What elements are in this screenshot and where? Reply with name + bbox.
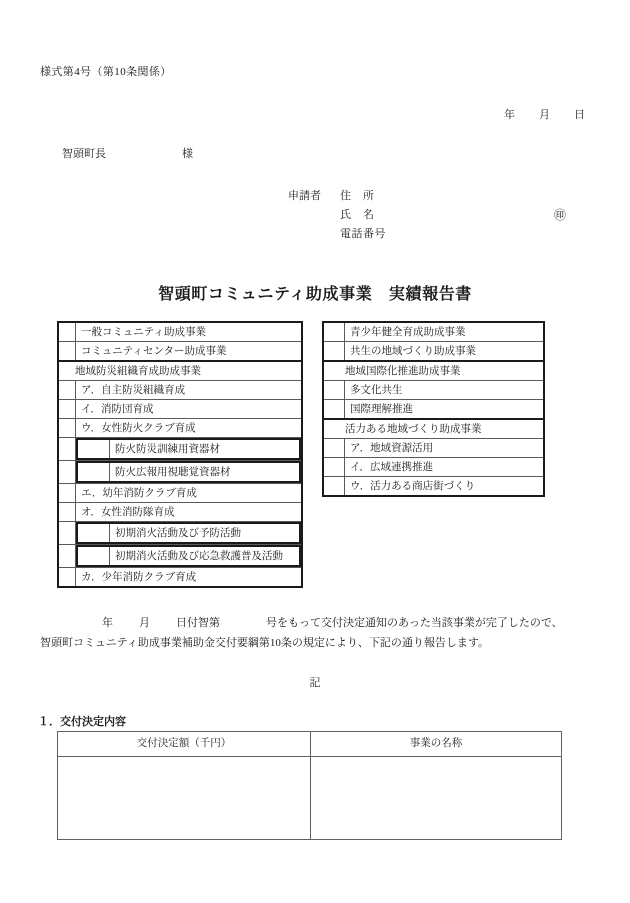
category-table-right — [322, 321, 545, 497]
date-line — [0, 106, 585, 122]
section-1-title: １．交付決定内容 — [38, 716, 126, 728]
date-day-label: 日 — [574, 109, 585, 121]
category-indent-cell — [77, 439, 110, 459]
category-item-label: コミュニティセンター助成事業 — [76, 342, 303, 362]
category-checkbox-cell[interactable] — [323, 322, 345, 342]
category-row — [323, 458, 544, 477]
category-checkbox-cell[interactable] — [58, 484, 76, 503]
category-row — [323, 439, 544, 458]
category-row — [58, 522, 302, 545]
category-subitem-wrapper — [76, 461, 303, 484]
category-table-left — [57, 321, 303, 588]
applicant-address-row — [288, 187, 398, 206]
category-row — [323, 322, 544, 342]
addressee-name: 智頭町長 — [62, 148, 106, 160]
report-day-label: 日付智第 — [176, 617, 220, 629]
category-checkbox-cell[interactable] — [58, 381, 76, 400]
report-line2: 智頭町コミュニティ助成事業補助金交付要綱第10条の規定により、下記の通り報告します。 — [40, 637, 490, 649]
category-checkbox-cell[interactable] — [323, 439, 345, 458]
grant-decision-table — [57, 731, 562, 840]
grant-table-body — [58, 757, 562, 840]
addressee-honorific: 様 — [182, 148, 193, 160]
table-row — [58, 757, 562, 840]
grant-table-header-amount: 交付決定額（千円） — [58, 732, 311, 757]
category-row — [58, 503, 302, 522]
category-item-label: 一般コミュニティ助成事業 — [76, 322, 303, 342]
seal-icon: ㊞ — [554, 208, 567, 222]
category-checkbox-cell[interactable] — [58, 461, 76, 484]
applicant-address-label: 住 所 — [340, 190, 375, 202]
report-paragraph — [40, 613, 595, 653]
applicant-phone-label: 電話番号 — [340, 228, 386, 240]
form-number: 様式第4号（第10条関係） — [40, 66, 172, 78]
category-item-label: イ．消防団育成 — [76, 400, 303, 419]
category-checkbox-cell[interactable] — [58, 342, 76, 362]
category-item-label: 多文化共生 — [345, 381, 545, 400]
applicant-name-label: 氏 名 — [340, 209, 375, 221]
category-row — [58, 484, 302, 503]
addressee — [62, 145, 193, 161]
category-item-label: 青少年健全育成助成事業 — [345, 322, 545, 342]
category-item-label: ウ．女性防火クラブ育成 — [76, 419, 303, 438]
category-subitem-label: 初期消火活動及び予防活動 — [110, 523, 301, 543]
category-group-header: 活力ある地域づくり助成事業 — [323, 419, 544, 439]
category-checkbox-cell[interactable] — [58, 419, 76, 438]
grant-project-cell[interactable] — [311, 757, 562, 840]
applicant-name-row — [288, 206, 567, 225]
category-item-label: 共生の地域づくり助成事業 — [345, 342, 545, 362]
category-checkbox-cell[interactable] — [58, 503, 76, 522]
category-subitem-label: 防火広報用視聴覚資器材 — [110, 462, 301, 482]
ki-mark: 記 — [309, 677, 321, 689]
category-indent-cell — [77, 462, 110, 482]
category-subitem-wrapper — [76, 545, 303, 568]
category-subitem-label: 初期消火活動及び応急救護普及活動 — [110, 546, 301, 566]
category-checkbox-cell[interactable] — [58, 522, 76, 545]
category-subitem-wrapper — [76, 438, 303, 461]
category-table-right-body — [323, 322, 544, 496]
category-row — [58, 342, 302, 362]
category-indent-cell — [77, 546, 110, 566]
category-checkbox-cell[interactable] — [323, 400, 345, 420]
category-row — [323, 381, 544, 400]
grant-amount-cell[interactable] — [58, 757, 311, 840]
category-row — [323, 419, 544, 439]
category-row — [58, 400, 302, 419]
category-row — [58, 438, 302, 461]
category-checkbox-cell[interactable] — [58, 322, 76, 342]
category-row — [323, 342, 544, 362]
category-item-label: ア．地域資源活用 — [345, 439, 545, 458]
category-checkbox-cell[interactable] — [323, 477, 345, 497]
applicant-phone-row — [288, 225, 398, 244]
page-title: 智頭町コミュニティ助成事業 実績報告書 — [158, 286, 472, 303]
category-checkbox-cell[interactable] — [58, 568, 76, 588]
category-item-label: ウ．活力ある商店街づくり — [345, 477, 545, 497]
applicant-block — [288, 187, 567, 244]
category-row — [58, 568, 302, 588]
grant-table-header-project: 事業の名称 — [311, 732, 562, 757]
report-month-label: 月 — [139, 617, 150, 629]
category-item-label: ア．自主防災組織育成 — [76, 381, 303, 400]
category-row — [58, 361, 302, 381]
category-item-label: イ．広域連携推進 — [345, 458, 545, 477]
report-line1-tail: 号をもって交付決定通知のあった当該事業が完了したので、 — [266, 617, 563, 629]
category-checkbox-cell[interactable] — [58, 400, 76, 419]
category-item-label: エ．幼年消防クラブ育成 — [76, 484, 303, 503]
category-row — [58, 461, 302, 484]
grant-table-header-row — [58, 732, 562, 757]
category-row — [58, 545, 302, 568]
category-row — [58, 381, 302, 400]
category-subitem-label: 防火防災訓練用資器材 — [110, 439, 301, 459]
category-row — [323, 361, 544, 381]
category-row — [58, 322, 302, 342]
category-row — [323, 400, 544, 420]
category-item-label: カ．少年消防クラブ育成 — [76, 568, 303, 588]
category-checkbox-cell[interactable] — [323, 381, 345, 400]
category-group-header: 地域国際化推進助成事業 — [323, 361, 544, 381]
category-table-left-body — [58, 322, 302, 587]
applicant-label: 申請者 — [288, 190, 321, 202]
category-checkbox-cell[interactable] — [323, 458, 345, 477]
category-indent-cell — [77, 523, 110, 543]
category-item-label: 国際理解推進 — [345, 400, 545, 420]
category-checkbox-cell[interactable] — [323, 342, 345, 362]
category-checkbox-cell[interactable] — [58, 545, 76, 568]
report-year-label: 年 — [102, 617, 113, 629]
category-group-header: 地域防災組織育成助成事業 — [58, 361, 302, 381]
category-row — [323, 477, 544, 497]
category-subitem-wrapper — [76, 522, 303, 545]
category-row — [58, 419, 302, 438]
date-month-label: 月 — [539, 109, 550, 121]
category-checkbox-cell[interactable] — [58, 438, 76, 461]
date-year-label: 年 — [504, 109, 515, 121]
grant-table-head — [58, 732, 562, 757]
category-item-label: オ．女性消防隊育成 — [76, 503, 303, 522]
